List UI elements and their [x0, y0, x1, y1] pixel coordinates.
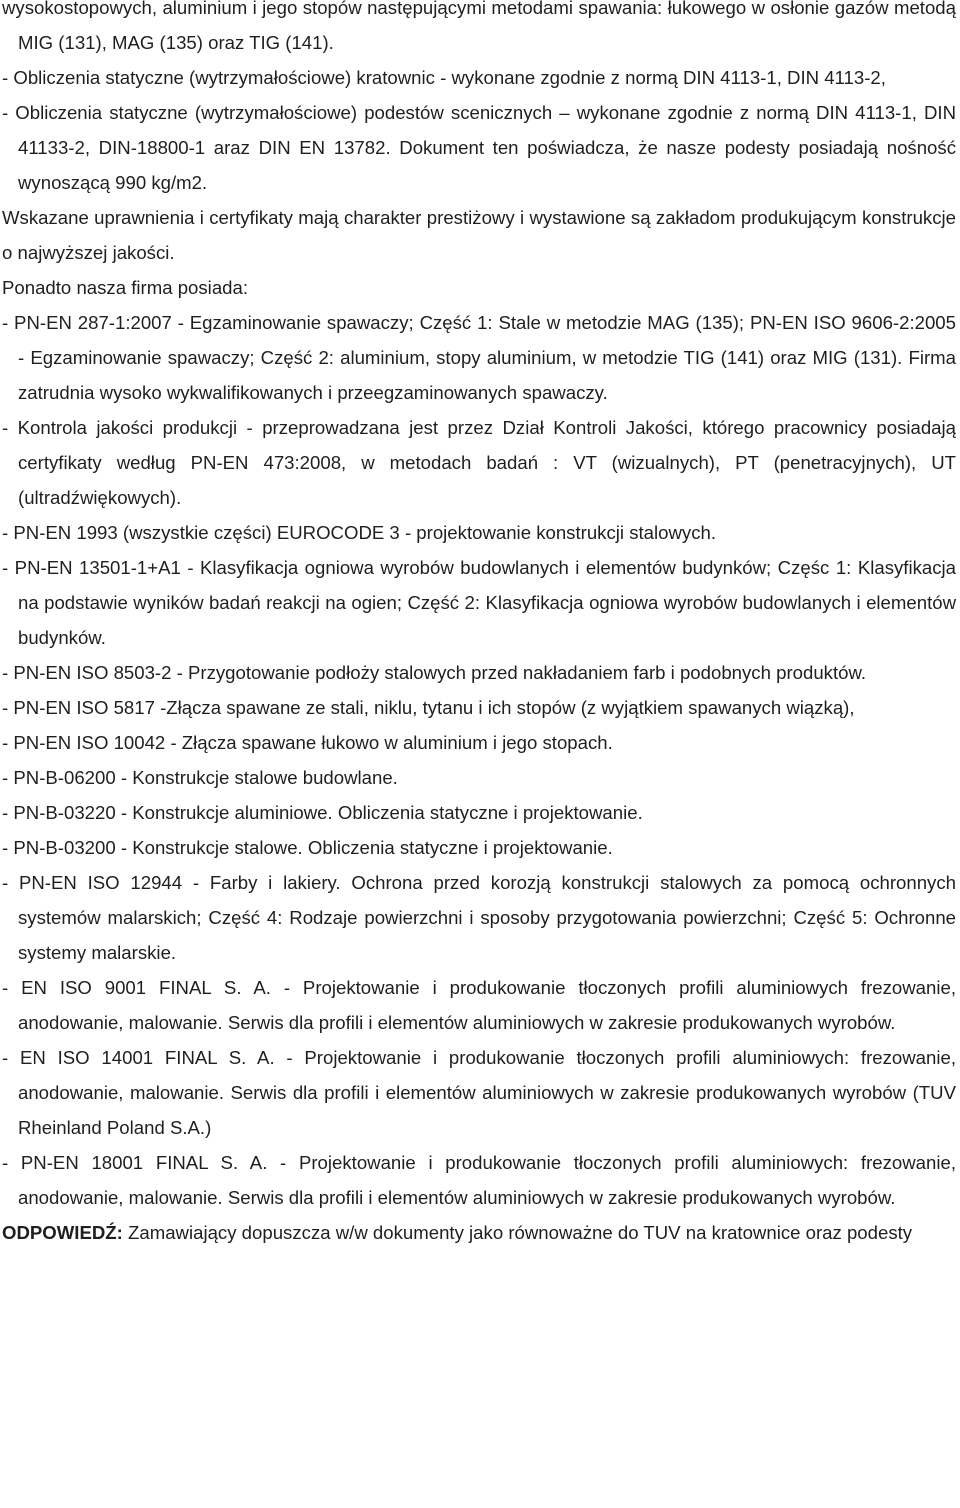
list-item-pn-en-13501: - PN-EN 13501-1+A1 - Klasyfikacja ogniowa wyrobów budowlanych i elementów budynków; Częśc 1: Klasyfikacja na podstawie wyników badań reakcji na ogien; Część 2: Klasyfikacja ogniowa wyrobów budowlanych i elementów budynków.: [2, 557, 956, 648]
paragraph-certificates-note: Wskazane uprawnienia i certyfikaty mają charakter prestiżowy i wystawione są zakładom produkującym konstrukcje o najwyższej jakości.: [2, 207, 956, 263]
paragraph-list: [2, 0, 956, 1215]
paragraph-welding-methods: wysokostopowych, aluminium i jego stopów następującymi metodami spawania: łukowego w osłonie gazów metodą MIG (131), MAG (135) oraz TIG (141).: [2, 0, 956, 53]
list-item-quality-control: - Kontrola jakości produkcji - przeprowadzana jest przez Dział Kontroli Jakości, którego pracownicy posiadają certyfikaty według PN-EN 473:2008, w metodach badań : VT (wizualnych), PT (penetracyjnych), UT (ultradźwiękowych).: [2, 417, 956, 508]
list-item-pn-en-iso-8503: - PN-EN ISO 8503-2 - Przygotowanie podłoży stalowych przed nakładaniem farb i podobnych produktów.: [2, 662, 867, 683]
document-body: [2, 0, 956, 1250]
answer-paragraph: [2, 1215, 956, 1250]
answer-text: Zamawiający dopuszcza w/w dokumenty jako równoważne do TUV na kratownice oraz podesty: [122, 1222, 913, 1243]
list-item-pn-en-1993: - PN-EN 1993 (wszystkie części) EUROCODE 3 - projektowanie konstrukcji stalowych.: [2, 522, 716, 543]
paragraph-additionally: Ponadto nasza firma posiada:: [2, 277, 249, 298]
list-item-pn-b-03220: - PN-B-03220 - Konstrukcje aluminiowe. Obliczenia statyczne i projektowanie.: [2, 802, 643, 823]
answer-label: ODPOWIEDŹ:: [2, 1222, 123, 1243]
paragraph-stage-calculations: - Obliczenia statyczne (wytrzymałościowe) podestów scenicznych – wykonane zgodnie z normą DIN 4113-1, DIN 41133-2, DIN-18800-1 araz DIN EN 13782. Dokument ten poświadcza, że nasze podesty posiadają nośność wynoszącą 990 kg/m2.: [2, 102, 956, 193]
paragraph-truss-calculations: - Obliczenia statyczne (wytrzymałościowe) kratownic - wykonane zgodnie z normą DIN 4113-1, DIN 4113-2,: [2, 67, 886, 88]
list-item-pn-en-iso-5817: - PN-EN ISO 5817 -Złącza spawane ze stali, niklu, tytanu i ich stopów (z wyjątkiem spawanych wiązką),: [2, 697, 855, 718]
list-item-en-iso-9001: - EN ISO 9001 FINAL S. A. - Projektowanie i produkowanie tłoczonych profili aluminiowych frezowanie, anodowanie, malowanie. Serwis dla profili i elementów aluminiowych w zakresie produkowanych wyrobów.: [2, 977, 956, 1033]
list-item-pn-en-18001: - PN-EN 18001 FINAL S. A. - Projektowanie i produkowanie tłoczonych profili aluminiowych: frezowanie, anodowanie, malowanie. Serwis dla profili i elementów aluminiowych w zakresie produkowanych wyrobów.: [2, 1152, 956, 1208]
list-item-pn-en-287: - PN-EN 287-1:2007 - Egzaminowanie spawaczy; Część 1: Stale w metodzie MAG (135); PN-EN ISO 9606-2:2005 - Egzaminowanie spawaczy; Część 2: aluminium, stopy aluminium, w metodzie TIG (141) oraz MIG (131). Firma zatrudnia wysoko wykwalifikowanych i przeegzaminowanych spawaczy.: [2, 312, 956, 403]
list-item-pn-b-06200: - PN-B-06200 - Konstrukcje stalowe budowlane.: [2, 767, 398, 788]
list-item-pn-b-03200: - PN-B-03200 - Konstrukcje stalowe. Obliczenia statyczne i projektowanie.: [2, 837, 613, 858]
list-item-pn-en-iso-10042: - PN-EN ISO 10042 - Złącza spawane łukowo w aluminium i jego stopach.: [2, 732, 613, 753]
list-item-en-iso-14001: - EN ISO 14001 FINAL S. A. - Projektowanie i produkowanie tłoczonych profili aluminiowych: frezowanie, anodowanie, malowanie. Serwis dla profili i elementów aluminiowych w zakresie produkowanych wyrobów (TUV Rheinland Poland S.A.): [2, 1047, 956, 1138]
list-item-pn-en-iso-12944: - PN-EN ISO 12944 - Farby i lakiery. Ochrona przed korozją konstrukcji stalowych za pomocą ochronnych systemów malarskich; Część 4: Rodzaje powierzchni i sposoby przygotowania powierzchni; Część 5: Ochronne systemy malarskie.: [2, 872, 956, 963]
